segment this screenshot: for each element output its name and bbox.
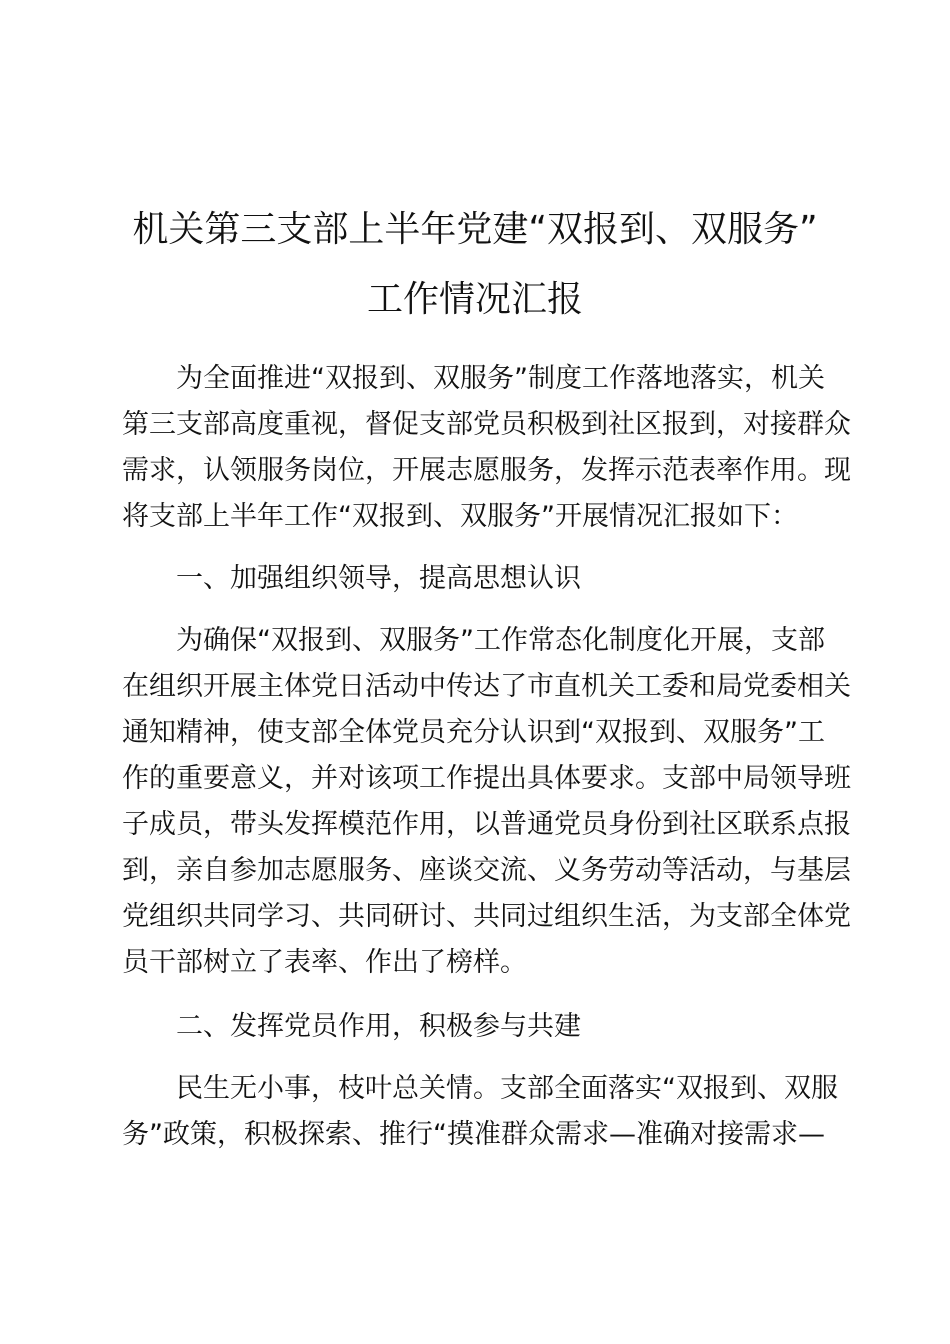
intro-line: 将支部上半年工作“双报到、双服务”开展情况汇报如下：	[122, 501, 798, 532]
intro-paragraph	[122, 356, 851, 540]
section-1-line: 子成员，带头发挥模范作用，以普通党员身份到社区联系点报	[122, 809, 851, 840]
section-1-line: 员干部树立了表率、作出了榜样。	[122, 947, 527, 978]
section-heading-text: 一、加强组织领导，提高思想认识	[176, 563, 581, 594]
section-1-line: 为确保“双报到、双服务”工作常态化制度化开展，支部	[176, 625, 825, 656]
intro-line: 需求，认领服务岗位，开展志愿服务，发挥示范表率作用。现	[122, 455, 851, 486]
section-heading-text: 二、发挥党员作用，积极参与共建	[176, 1011, 581, 1042]
section-1-paragraph	[122, 618, 851, 986]
section-2-line: 民生无小事，枝叶总关情。支部全面落实“双报到、双服	[176, 1073, 838, 1104]
section-1-line: 在组织开展主体党日活动中传达了市直机关工委和局党委相关	[122, 671, 851, 702]
section-2-heading	[122, 1004, 832, 1050]
document-title-line-2: 工作情况汇报	[366, 279, 583, 320]
section-1-line: 通知精神，使支部全体党员充分认识到“双报到、双服务”工	[122, 717, 825, 748]
section-1-line: 到，亲自参加志愿服务、座谈交流、义务劳动等活动，与基层	[122, 855, 851, 886]
document-title-line-1: 机关第三支部上半年党建“双报到、双服务”	[132, 209, 818, 250]
section-2-paragraph	[122, 1066, 838, 1158]
section-1-line: 党组织共同学习、共同研讨、共同过组织生活，为支部全体党	[122, 901, 851, 932]
section-2-line: 务”政策，积极探索、推行“摸准群众需求—准确对接需求—	[122, 1119, 825, 1150]
intro-line: 为全面推进“双报到、双服务”制度工作落地落实，机关	[176, 363, 825, 394]
section-1-heading	[122, 556, 832, 602]
intro-line: 第三支部高度重视，督促支部党员积极到社区报到，对接群众	[122, 409, 851, 440]
section-1-line: 作的重要意义，并对该项工作提出具体要求。支部中局领导班	[122, 763, 851, 794]
